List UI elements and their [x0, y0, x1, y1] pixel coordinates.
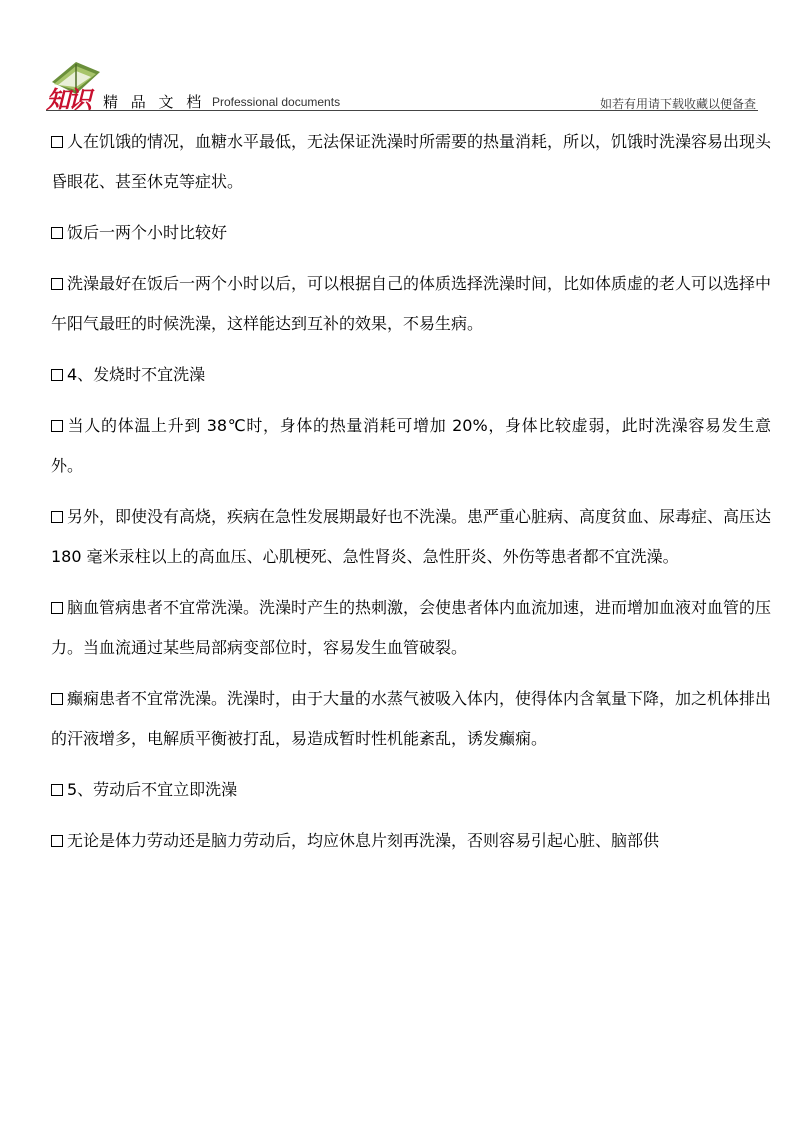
paragraph: 脑血管病患者不宜常洗澡。洗澡时产生的热刺激，会使患者体内血流加速，进而增加血液对血管的压力。当血流通过某些局部病变部位时，容易发生血管破裂。 — [51, 598, 772, 657]
document-body — [51, 122, 771, 872]
paragraph-heading: 4、发烧时不宜洗澡 — [51, 355, 771, 395]
bullet-box-icon — [51, 227, 63, 239]
bullet-box-icon — [51, 602, 63, 614]
page-header — [0, 0, 794, 112]
brand-subtitle: Professional documents — [212, 95, 341, 109]
paragraph-heading: 5、劳动后不宜立即洗澡 — [51, 770, 771, 810]
paragraph: 洗澡最好在饭后一两个小时以后，可以根据自己的体质选择洗澡时间，比如体质虚的老人可以选择中午阳气最旺的时候洗澡，这样能达到互补的效果，不易生病。 — [51, 274, 772, 333]
bullet-box-icon — [51, 369, 63, 381]
paragraph-heading: 饭后一两个小时比较好 — [51, 213, 771, 253]
paragraph: 癫痫患者不宜常洗澡。洗澡时，由于大量的水蒸气被吸入体内，使得体内含氧量下降，加之机体排出的汗液增多，电解质平衡被打乱，易造成暂时性机能紊乱，诱发癫痫。 — [51, 689, 772, 748]
header-note: 如若有用请下载收藏以便备查 — [599, 97, 756, 111]
paragraph: 人在饥饿的情况，血糖水平最低，无法保证洗澡时所需要的热量消耗，所以，饥饿时洗澡容易出现头昏眼花、甚至休克等症状。 — [51, 132, 772, 191]
logo-text: 知识 — [46, 85, 90, 114]
bullet-box-icon — [51, 693, 63, 705]
bullet-box-icon — [51, 136, 63, 148]
paragraph: 无论是体力劳动还是脑力劳动后，均应休息片刻再洗澡，否则容易引起心脏、脑部供 — [51, 821, 771, 861]
bullet-box-icon — [51, 420, 63, 432]
bullet-box-icon — [51, 835, 63, 847]
paragraph: 当人的体温上升到 38℃时，身体的热量消耗可增加 20%，身体比较虚弱，此时洗澡容易发生意外。 — [51, 416, 771, 475]
brand-name: 精 品 文 档 — [103, 93, 206, 111]
bullet-box-icon — [51, 511, 63, 523]
header-divider — [46, 110, 758, 111]
paragraph: 另外，即使没有高烧，疾病在急性发展期最好也不洗澡。患严重心脏病、高度贫血、尿毒症、高压达 180 毫米汞柱以上的高血压、心肌梗死、急性肾炎、急性肝炎、外伤等患者都不宜洗澡。 — [51, 507, 772, 566]
bullet-box-icon — [51, 784, 63, 796]
bullet-box-icon — [51, 278, 63, 290]
